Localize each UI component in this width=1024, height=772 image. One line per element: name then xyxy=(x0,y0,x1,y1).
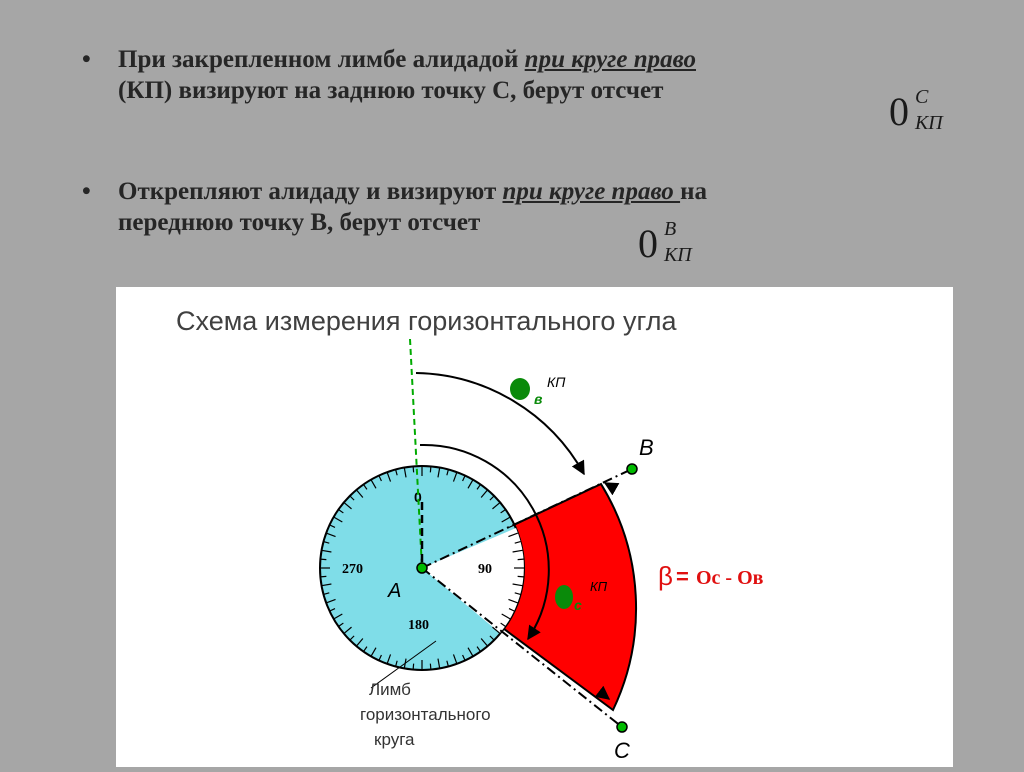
point-b xyxy=(627,464,637,474)
dial-tick xyxy=(413,466,414,472)
bullet-line-2: (КП) визируют на заднюю точку С, берут отсчет xyxy=(118,77,664,104)
dial-tick xyxy=(430,466,431,472)
bullet-line-2: переднюю точку В, берут отсчет xyxy=(118,209,481,236)
dial-label-180: 180 xyxy=(408,618,429,633)
dial-tick xyxy=(320,559,326,560)
point-b-label: B xyxy=(639,435,654,460)
bullet-text xyxy=(118,176,948,238)
angle-measurement-figure xyxy=(116,287,953,767)
limb-label-line-2: горизонтального xyxy=(360,705,491,724)
bullet-text xyxy=(118,44,948,106)
reading-b-label xyxy=(510,374,566,407)
figure-title: Схема измерения горизонтального угла xyxy=(176,306,677,336)
reading-b-sup: КП xyxy=(547,374,566,390)
sector-arrow-b xyxy=(605,483,612,487)
bullet-text-post: на xyxy=(680,178,707,205)
limb-label-line-3: круга xyxy=(374,730,415,749)
dial-label-90: 90 xyxy=(478,562,492,577)
reading-sup: C xyxy=(915,86,929,108)
bullet-line-1 xyxy=(118,176,948,207)
reading-sub: КП xyxy=(915,112,943,134)
reading-b-sub: в xyxy=(534,391,543,407)
point-c-label: C xyxy=(614,738,630,763)
reading-c-sub: с xyxy=(574,597,582,613)
formula-rhs: Oc - Oв xyxy=(696,567,764,589)
dial-tick xyxy=(518,576,524,577)
reading-c-ellipse xyxy=(555,585,573,609)
bullet-text-pre: Открепляют алидаду и визируют xyxy=(118,178,503,205)
reading-c-sup: КП xyxy=(590,579,608,594)
reading-b-ellipse xyxy=(510,378,530,400)
bullet-line-1 xyxy=(118,44,948,75)
center-label: A xyxy=(388,580,402,602)
dial-tick xyxy=(430,664,431,670)
formula-eq: = xyxy=(676,564,689,589)
bullet-marker: • xyxy=(82,46,91,73)
point-c xyxy=(617,722,627,732)
bullet-emphasis: при круге право xyxy=(524,46,696,73)
reading-sub: КП xyxy=(664,244,692,266)
angle-diagram xyxy=(116,287,953,767)
reading-sup: B xyxy=(664,218,677,240)
reading-base: 0 xyxy=(638,221,658,266)
bullet-marker: • xyxy=(82,178,91,205)
dial-tick xyxy=(518,559,524,560)
formula-beta: β xyxy=(658,561,673,591)
limb-label-line-1: Лимб xyxy=(369,680,411,699)
dial-tick xyxy=(320,576,326,577)
dial-label-270: 270 xyxy=(342,562,363,577)
dial-label-0: 0 xyxy=(414,489,422,505)
bullet-text-pre: При закрепленном лимбе алидадой xyxy=(118,46,525,73)
center-point xyxy=(417,563,427,573)
bullet-emphasis: при круге право xyxy=(502,178,681,205)
dial-tick xyxy=(413,664,414,670)
reading-base: 0 xyxy=(889,89,909,134)
